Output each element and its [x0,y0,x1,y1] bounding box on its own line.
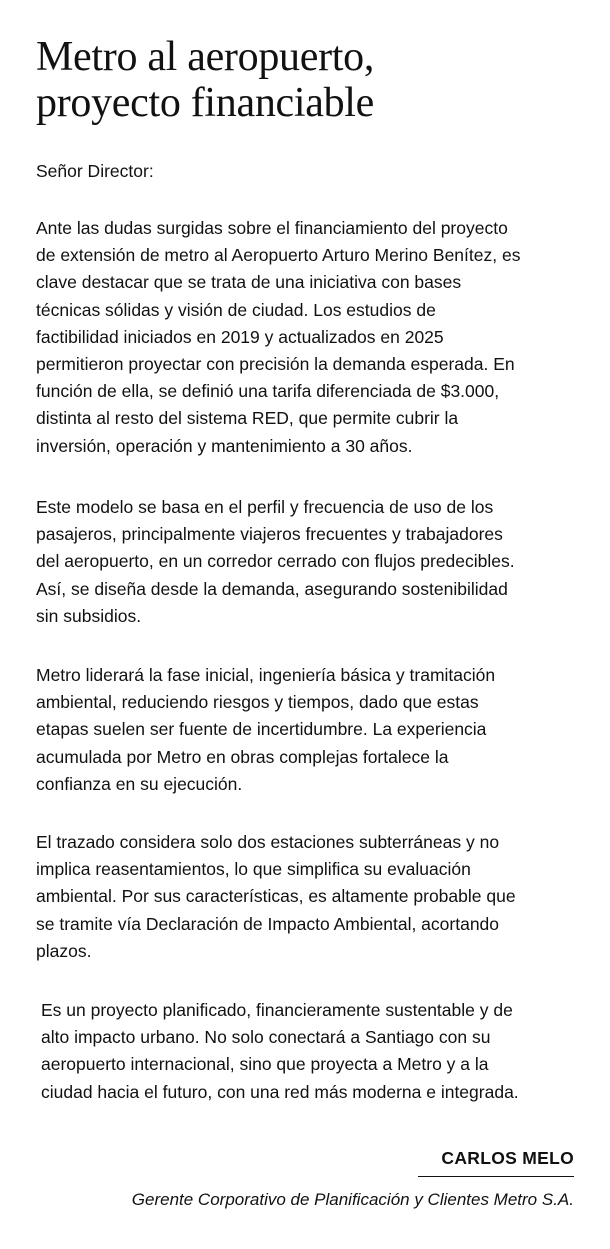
paragraph-line: Metro liderará la fase inicial, ingeniería básica y tramitación [36,665,496,685]
paragraph-line: distinta al resto del sistema RED, que permite cubrir la [36,408,459,429]
paragraph-line: El trazado considera solo dos estaciones subterráneas y no [36,832,500,852]
paragraph-line: implica reasentamientos, lo que simplifica su evaluación [36,859,471,880]
paragraph-line: pasajeros, principalmente viajeros frecuentes y trabajadores [36,524,503,545]
paragraph-line: aeropuerto internacional, sino que proyecta a Metro y a la [41,1054,489,1075]
paragraph-initial-phase [36,662,584,798]
headline-line: proyecto financiable [36,80,374,126]
paragraph-demand-model [36,494,584,630]
salutation: Señor Director: [36,161,154,181]
paragraph-line: Así, se diseña desde la demanda, asegurando sostenibilidad [36,578,508,599]
signature-divider [418,1176,574,1177]
paragraph-line: Este modelo se basa en el perfil y frecuencia de uso de los [36,497,494,517]
headline-line: Metro al aeropuerto, [36,34,375,80]
paragraph-line: clave destacar que se trata de una iniciativa con bases [36,272,462,293]
paragraph-line: función de ella, se definió una tarifa diferenciada de $3.000, [36,381,500,402]
paragraph-line: factibilidad iniciados en 2019 y actualizados en 2025 [36,326,444,347]
paragraph-line: confianza en su ejecución. [36,773,243,794]
paragraph-line: inversión, operación y mantenimiento a 30 años. [36,435,413,456]
paragraph-line: ciudad hacia el futuro, con una red más moderna e integrada. [41,1081,519,1102]
headline [36,34,576,126]
paragraph-conclusion [41,997,589,1106]
paragraph-line: permitieron proyectar con precisión la demanda esperada. En [36,354,515,375]
paragraph-line: Ante las dudas surgidas sobre el financiamiento del proyecto [36,218,508,238]
paragraph-line: acumulada por Metro en obras complejas fortalece la [36,746,449,767]
paragraph-route [36,829,584,965]
signature-role: Gerente Corporativo de Planificación y Clientes Metro S.A. [131,1190,574,1209]
paragraph-line: sin subsidios. [36,605,142,626]
paragraph-line: etapas suelen ser fuente de incertidumbre. La experiencia [36,719,487,740]
paragraph-line: Es un proyecto planificado, financieramente sustentable y de [41,1000,513,1020]
paragraph-line: del aeropuerto, en un corredor cerrado con flujos predecibles. [36,551,515,572]
paragraph-financing [36,215,584,460]
paragraph-line: plazos. [36,940,92,961]
paragraph-line: de extensión de metro al Aeropuerto Arturo Merino Benítez, es [36,245,521,266]
paragraph-line: alto impacto urbano. No solo conectará a Santiago con su [41,1027,491,1048]
paragraph-line: ambiental. Por sus características, es altamente probable que [36,886,516,907]
paragraph-line: se tramite vía Declaración de Impacto Ambiental, acortando [36,913,500,934]
signature-name: CARLOS MELO [441,1148,574,1168]
paragraph-line: ambiental, reduciendo riesgos y tiempos, dado que estas [36,692,479,713]
paragraph-line: técnicas sólidas y visión de ciudad. Los estudios de [36,299,436,320]
